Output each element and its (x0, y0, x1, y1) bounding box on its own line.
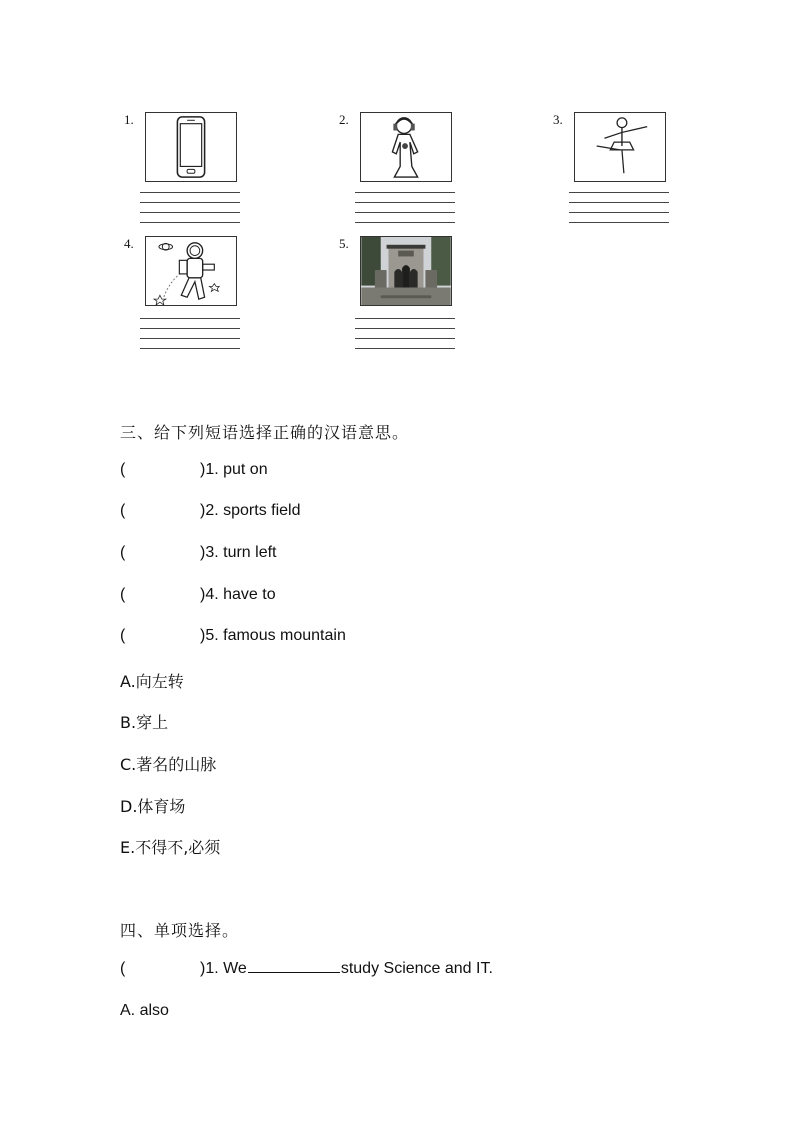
section3-question-5 (120, 627, 346, 645)
smartphone-icon (145, 112, 237, 182)
question-text: )4. have to (200, 586, 276, 603)
question-text: )5. famous mountain (200, 627, 346, 644)
picture-number: 5. (339, 236, 349, 251)
section3-title: 三、给下列短语选择正确的汉语意思。 (120, 423, 410, 442)
answer-blank[interactable]: ( (120, 586, 126, 603)
picture-number: 4. (124, 236, 134, 251)
answer-blank[interactable]: ( (120, 461, 126, 478)
section3-question-2 (120, 502, 300, 520)
question-text-post: study Science and IT. (340, 960, 493, 977)
section4-title: 四、单项选择。 (120, 921, 240, 940)
question-text-pre: )1. We (200, 960, 247, 977)
section3-question-4 (120, 586, 276, 604)
picture-number: 3. (553, 112, 563, 127)
fill-blank[interactable] (248, 971, 340, 973)
answer-blank[interactable]: ( (120, 502, 126, 519)
section3-question-1 (120, 461, 268, 479)
section3-option-a: A.向左转 (120, 672, 184, 691)
astronaut-icon (145, 236, 237, 306)
section4-option-a: A. also (120, 1002, 169, 1019)
section3-option-d: D.体育场 (120, 797, 186, 816)
section3-question-3 (120, 544, 276, 562)
picture-number: 2. (339, 112, 349, 127)
section3-option-b: B.穿上 (120, 713, 169, 732)
answer-blank[interactable]: ( (120, 960, 126, 977)
section4-question-1 (120, 960, 493, 978)
question-text: )2. sports field (200, 502, 301, 519)
section3-option-c: C.著名的山脉 (120, 755, 217, 774)
question-text: )3. turn left (200, 544, 277, 561)
section3-option-e: E.不得不,必须 (120, 838, 221, 857)
question-text: )1. put on (200, 461, 268, 478)
answer-blank[interactable]: ( (120, 627, 126, 644)
temple-building-photo (360, 236, 452, 306)
picture-number: 1. (124, 112, 134, 127)
person-with-headphones-icon (360, 112, 452, 182)
answer-blank[interactable]: ( (120, 544, 126, 561)
ballet-dancer-icon (574, 112, 666, 182)
